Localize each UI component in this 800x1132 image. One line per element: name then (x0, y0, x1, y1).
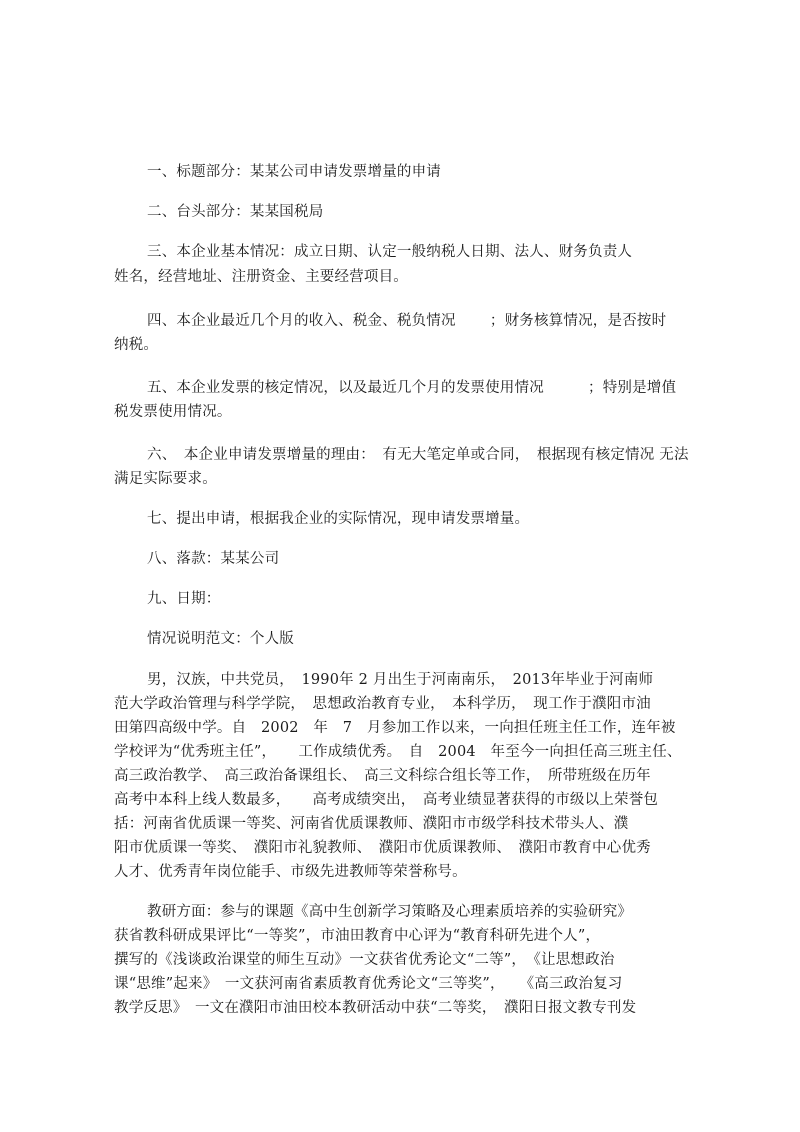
text-line: 男，汉族，中共党员， 1990年 2 月出生于河南南乐， 2013年毕业于河南师 (147, 672, 654, 688)
text-line: 人才、优秀青年岗位能手、市级先进教师等荣誉称号。 (114, 864, 467, 880)
text-line: 九、日期： (147, 591, 221, 607)
text-line: 学校评为“优秀班主任”， 工作成绩优秀。 自 2004 年至今一向担任高三班主任、 (114, 744, 682, 760)
text-line: 获省教科研成果评比“一等奖”，市油田教育中心评为“教育科研先进个人”， (114, 928, 601, 944)
text-line: 田第四高级中学。自 2002 年 7 月参加工作以来，一向担任班主任工作，连年被 (114, 720, 676, 736)
text-line: 姓名，经营地址、注册资金、主要经营项目。 (114, 269, 408, 285)
text-line: 阳市优质课一等奖、 濮阳市礼貌教师、 濮阳市优质课教师、 濮阳市教育中心优秀 (114, 840, 651, 856)
text-line: 二、台头部分：某某国税局 (147, 204, 324, 220)
text-line: 括：河南省优质课一等奖、河南省优质课教师、濮阳市市级学科技术带头人、濮 (114, 816, 629, 832)
text-line: 税发票使用情况。 (114, 404, 232, 420)
text-line: 高考中本科上线人数最多， 高考成绩突出， 高考业绩显著获得的市级以上荣誉包 (114, 792, 659, 808)
text-line: 满足实际要求。 (114, 471, 217, 487)
text-line: 范大学政治管理与科学学院， 思想政治教育专业， 本科学历， 现工作于濮阳市油 (114, 696, 651, 712)
text-line: 一、标题部分：某某公司申请发票增量的申请 (147, 164, 441, 180)
text-line: 八、落款：某某公司 (147, 551, 280, 567)
text-line: 教研方面：参与的课题《高中生创新学习策略及心理素质培养的实验研究》 (147, 904, 633, 920)
text-line: 纳税。 (114, 337, 159, 353)
text-line: 四、本企业最近几个月的收入、税金、税负情况 ；财务核算情况，是否按时 (147, 313, 667, 329)
text-line: 五、本企业发票的核定情况，以及最近几个月的发票使用情况 ；特别是增值 (147, 380, 677, 396)
text-line: 情况说明范文：个人版 (147, 631, 294, 647)
text-line: 七、提出申请，根据我企业的实际情况，现申请发票增量。 (147, 511, 530, 527)
text-line: 三、本企业基本情况：成立日期、认定一般纳税人日期、法人、财务负责人 (147, 244, 633, 260)
text-line: 教学反思》 一文在濮阳市油田校本教研活动中获“二等奖， 濮阳日报文教专刊发 (114, 1000, 637, 1016)
text-line: 课“思维”起来》 一文获河南省素质教育优秀论文“三等奖”， 《高三政治复习 (114, 976, 623, 992)
text-line: 高三政治教学、 高三政治备课组长、 高三文科综合组长等工作， 所带班级在历年 (114, 768, 651, 784)
text-line: 撰写的《浅谈政治课堂的师生互动》一文获省优秀论文“二等”， 《让思想政治 (114, 952, 615, 968)
text-line: 六、 本企业申请发票增量的理由： 有无大笔定单或合同， 根据现有核定情况 无法 (147, 447, 689, 463)
